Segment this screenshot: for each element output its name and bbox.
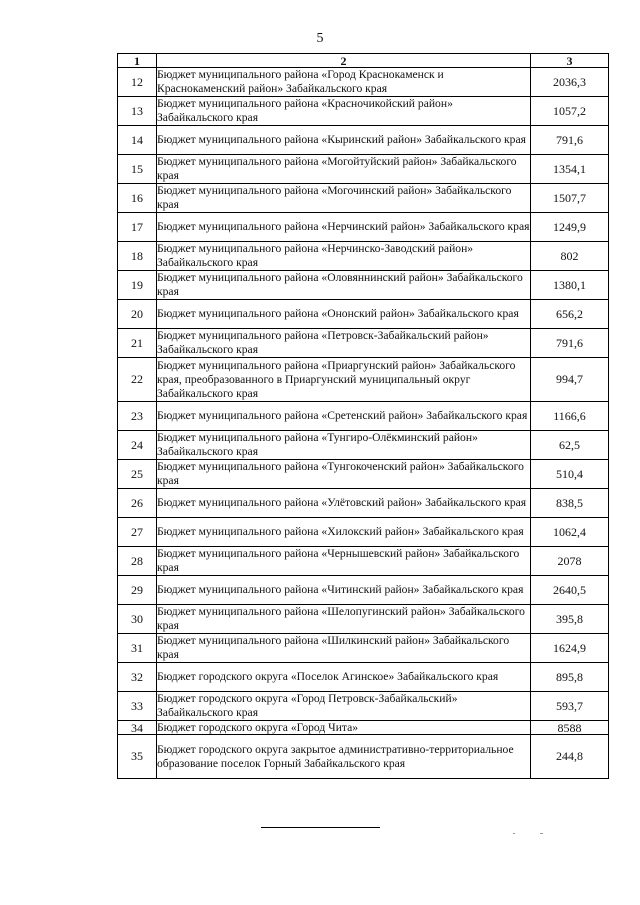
- budget-amount: 895,8: [531, 663, 609, 692]
- row-number: 23: [118, 402, 157, 431]
- table-row: [118, 300, 609, 329]
- table-row: [118, 576, 609, 605]
- row-number: 24: [118, 431, 157, 460]
- budget-name: Бюджет городского округа закрытое административно-территориальное образование поселок Горный Забайкальского края: [157, 735, 531, 779]
- scan-artifact: [513, 833, 515, 834]
- budget-name: Бюджет муниципального района «Красночикойский район» Забайкальского края: [157, 97, 531, 126]
- row-number: 20: [118, 300, 157, 329]
- scan-artifact: [540, 833, 543, 834]
- row-number: 35: [118, 735, 157, 779]
- budget-name: Бюджет муниципального района «Хилокский район» Забайкальского края: [157, 518, 531, 547]
- row-number: 29: [118, 576, 157, 605]
- table-row: [118, 547, 609, 576]
- row-number: 18: [118, 242, 157, 271]
- row-number: 31: [118, 634, 157, 663]
- budget-amount: 1507,7: [531, 184, 609, 213]
- budget-amount: 1166,6: [531, 402, 609, 431]
- table-row: [118, 634, 609, 663]
- budget-amount: 2640,5: [531, 576, 609, 605]
- budget-amount: 838,5: [531, 489, 609, 518]
- budget-amount: 656,2: [531, 300, 609, 329]
- budget-amount: 791,6: [531, 329, 609, 358]
- budget-amount: 1624,9: [531, 634, 609, 663]
- row-number: 17: [118, 213, 157, 242]
- budget-name: Бюджет муниципального района «Петровск-Забайкальский район» Забайкальского края: [157, 329, 531, 358]
- row-number: 30: [118, 605, 157, 634]
- budget-name: Бюджет муниципального района «Чернышевский район» Забайкальского края: [157, 547, 531, 576]
- row-number: 21: [118, 329, 157, 358]
- row-number: 12: [118, 68, 157, 97]
- budget-name: Бюджет муниципального района «Оловяннинский район» Забайкальского края: [157, 271, 531, 300]
- row-number: 13: [118, 97, 157, 126]
- table-row: [118, 402, 609, 431]
- budget-name: Бюджет муниципального района «Шелопугинский район» Забайкальского края: [157, 605, 531, 634]
- budget-name: Бюджет муниципального района «Нерчинский район» Забайкальского края: [157, 213, 531, 242]
- table-row: [118, 184, 609, 213]
- table-row: [118, 242, 609, 271]
- table-row: [118, 605, 609, 634]
- budget-name: Бюджет муниципального района «Тунгокоченский район» Забайкальского края: [157, 460, 531, 489]
- page-number: 5: [316, 31, 324, 46]
- table-row: [118, 431, 609, 460]
- budget-name: Бюджет муниципального района «Улётовский район» Забайкальского края: [157, 489, 531, 518]
- table-row: [118, 271, 609, 300]
- budget-amount: 510,4: [531, 460, 609, 489]
- table-row: [118, 489, 609, 518]
- budget-amount: 802: [531, 242, 609, 271]
- table-row: [118, 358, 609, 402]
- budget-table: [117, 53, 609, 779]
- row-number: 16: [118, 184, 157, 213]
- budget-amount: 2036,3: [531, 68, 609, 97]
- column-header-name: 2: [157, 54, 531, 68]
- budget-name: Бюджет муниципального района «Сретенский район» Забайкальского края: [157, 402, 531, 431]
- budget-amount: 1249,9: [531, 213, 609, 242]
- column-header-number: 1: [118, 54, 157, 68]
- table-row: [118, 692, 609, 721]
- budget-name: Бюджет городского округа «Поселок Агинское» Забайкальского края: [157, 663, 531, 692]
- budget-name: Бюджет муниципального района «Ононский район» Забайкальского края: [157, 300, 531, 329]
- row-number: 19: [118, 271, 157, 300]
- budget-name: Бюджет муниципального района «Нерчинско-Заводский район» Забайкальского края: [157, 242, 531, 271]
- budget-name: Бюджет муниципального района «Приаргунский район» Забайкальского края, преобразованного в Приаргунский муниципальный округ Забайкальского края: [157, 358, 531, 402]
- budget-amount: 791,6: [531, 126, 609, 155]
- table-row: [118, 68, 609, 97]
- table-header-row: [118, 54, 609, 68]
- row-number: 32: [118, 663, 157, 692]
- budget-name: Бюджет городского округа «Город Петровск-Забайкальский» Забайкальского края: [157, 692, 531, 721]
- budget-name: Бюджет муниципального района «Кыринский район» Забайкальского края: [157, 126, 531, 155]
- table-row: [118, 126, 609, 155]
- table-row: [118, 155, 609, 184]
- budget-amount: 244,8: [531, 735, 609, 779]
- budget-amount: 1057,2: [531, 97, 609, 126]
- budget-name: Бюджет муниципального района «Могочинский район» Забайкальского края: [157, 184, 531, 213]
- table-row: [118, 97, 609, 126]
- footer-rule: [261, 827, 380, 828]
- row-number: 28: [118, 547, 157, 576]
- budget-amount: 2078: [531, 547, 609, 576]
- table-row: [118, 735, 609, 779]
- budget-amount: 1354,1: [531, 155, 609, 184]
- budget-amount: 593,7: [531, 692, 609, 721]
- table-row: [118, 721, 609, 735]
- budget-name: Бюджет муниципального района «Город Краснокаменск и Краснокаменский район» Забайкальского края: [157, 68, 531, 97]
- row-number: 34: [118, 721, 157, 735]
- budget-name: Бюджет муниципального района «Тунгиро-Олёкминский район» Забайкальского края: [157, 431, 531, 460]
- budget-name: Бюджет муниципального района «Шилкинский район» Забайкальского края: [157, 634, 531, 663]
- budget-amount: 62,5: [531, 431, 609, 460]
- table-row: [118, 663, 609, 692]
- row-number: 33: [118, 692, 157, 721]
- budget-name: Бюджет муниципального района «Могойтуйский район» Забайкальского края: [157, 155, 531, 184]
- table-row: [118, 518, 609, 547]
- column-header-value: 3: [531, 54, 609, 68]
- row-number: 25: [118, 460, 157, 489]
- row-number: 22: [118, 358, 157, 402]
- budget-amount: 994,7: [531, 358, 609, 402]
- table-row: [118, 329, 609, 358]
- table-row: [118, 213, 609, 242]
- row-number: 26: [118, 489, 157, 518]
- budget-name: Бюджет муниципального района «Читинский район» Забайкальского края: [157, 576, 531, 605]
- budget-name: Бюджет городского округа «Город Чита»: [157, 721, 531, 735]
- budget-amount: 1062,4: [531, 518, 609, 547]
- budget-amount: 8588: [531, 721, 609, 735]
- budget-amount: 1380,1: [531, 271, 609, 300]
- table-row: [118, 460, 609, 489]
- row-number: 14: [118, 126, 157, 155]
- budget-amount: 395,8: [531, 605, 609, 634]
- row-number: 15: [118, 155, 157, 184]
- row-number: 27: [118, 518, 157, 547]
